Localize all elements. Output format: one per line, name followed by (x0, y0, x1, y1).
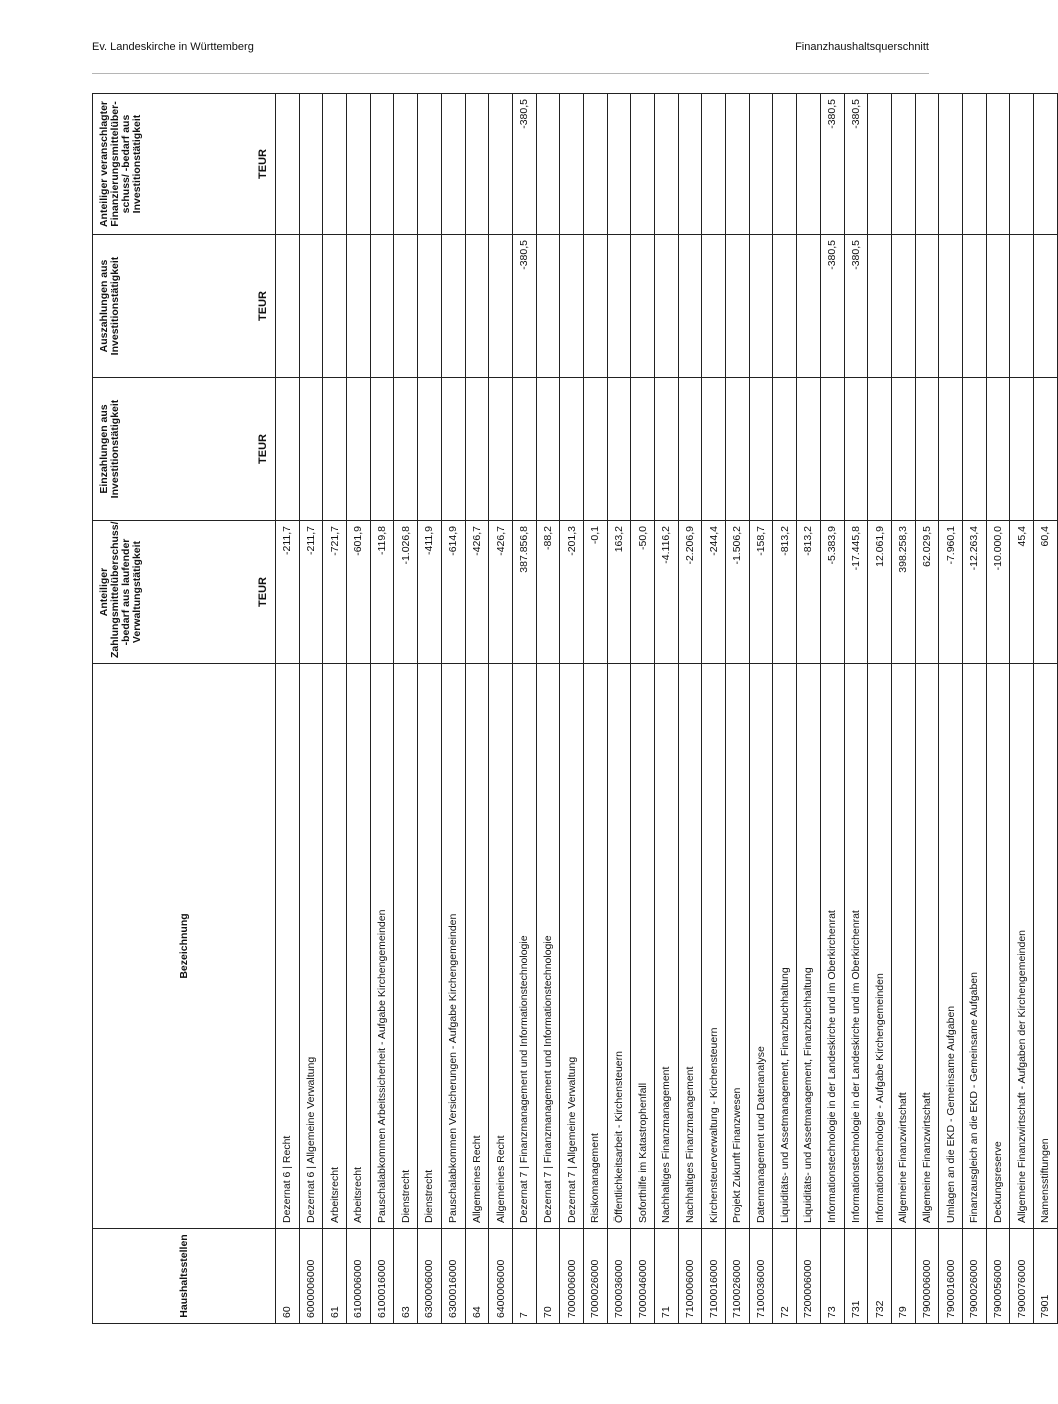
cell-haushaltsstelle: 6400006000 (489, 1229, 513, 1324)
cell-verwaltungstaetigkeit: -50,0 (631, 521, 655, 664)
cell-haushaltsstelle: 61 (323, 1229, 347, 1324)
finance-table (92, 93, 1058, 1324)
cell-investitionstaetigkeit (560, 94, 584, 235)
cell-auszahlungen (583, 235, 607, 378)
cell-haushaltsstelle: 732 (868, 1229, 892, 1324)
cell-einzahlungen (347, 378, 371, 521)
cell-haushaltsstelle: 7900056000 (986, 1229, 1010, 1324)
cell-investitionstaetigkeit (749, 94, 773, 235)
cell-investitionstaetigkeit (394, 94, 418, 235)
table-row (773, 94, 797, 1324)
cell-haushaltsstelle: 6100016000 (370, 1229, 394, 1324)
cell-bezeichnung: Informationstechnologie in der Landeskirche und im Oberkirchenrat (844, 664, 868, 1229)
cell-einzahlungen (465, 378, 489, 521)
column-header-label: Auszahlungen aus Investitionstätigkeit (98, 256, 121, 356)
cell-einzahlungen (583, 378, 607, 521)
cell-investitionstaetigkeit (465, 94, 489, 235)
table-row (986, 94, 1010, 1324)
cell-bezeichnung: Arbeitsrecht (323, 664, 347, 1229)
column-header-einzahlungen (93, 378, 276, 521)
cell-einzahlungen (560, 378, 584, 521)
column-header-unit: TEUR (257, 577, 269, 607)
cell-einzahlungen (891, 378, 915, 521)
cell-investitionstaetigkeit (583, 94, 607, 235)
table-row (1034, 94, 1058, 1324)
cell-einzahlungen (512, 378, 536, 521)
cell-auszahlungen (323, 235, 347, 378)
cell-einzahlungen (702, 378, 726, 521)
cell-haushaltsstelle: 7000036000 (607, 1229, 631, 1324)
cell-einzahlungen (299, 378, 323, 521)
cell-haushaltsstelle: 60 (276, 1229, 300, 1324)
cell-haushaltsstelle: 7900016000 (939, 1229, 963, 1324)
cell-investitionstaetigkeit (441, 94, 465, 235)
cell-verwaltungstaetigkeit: -0,1 (583, 521, 607, 664)
cell-verwaltungstaetigkeit: -411,9 (418, 521, 442, 664)
table-row (323, 94, 347, 1324)
cell-haushaltsstelle: 6000006000 (299, 1229, 323, 1324)
cell-haushaltsstelle: 72 (773, 1229, 797, 1324)
cell-verwaltungstaetigkeit: 387.856,8 (512, 521, 536, 664)
cell-haushaltsstelle: 7100006000 (678, 1229, 702, 1324)
cell-auszahlungen (536, 235, 560, 378)
cell-verwaltungstaetigkeit: -426,7 (489, 521, 513, 664)
column-header-unit: TEUR (257, 434, 269, 464)
column-header-bezeichnung (93, 664, 276, 1229)
table-row (370, 94, 394, 1324)
table-row (678, 94, 702, 1324)
cell-einzahlungen (915, 378, 939, 521)
cell-einzahlungen (1034, 378, 1058, 521)
cell-bezeichnung: Allgemeine Finanzwirtschaft (891, 664, 915, 1229)
cell-auszahlungen (749, 235, 773, 378)
cell-investitionstaetigkeit (489, 94, 513, 235)
cell-bezeichnung: Liquiditäts- und Assetmanagement, Finanzbuchhaltung (797, 664, 821, 1229)
cell-verwaltungstaetigkeit: -211,7 (276, 521, 300, 664)
cell-bezeichnung: Risikomanagement (583, 664, 607, 1229)
cell-bezeichnung: Dezernat 7 | Allgemeine Verwaltung (560, 664, 584, 1229)
cell-verwaltungstaetigkeit: -426,7 (465, 521, 489, 664)
cell-bezeichnung: Nachhaltiges Finanzmanagement (655, 664, 679, 1229)
table-row (489, 94, 513, 1324)
cell-bezeichnung: Nachhaltiges Finanzmanagement (678, 664, 702, 1229)
cell-haushaltsstelle: 7900026000 (962, 1229, 986, 1324)
cell-auszahlungen: -380,5 (820, 235, 844, 378)
cell-verwaltungstaetigkeit: -10.000,0 (986, 521, 1010, 664)
cell-investitionstaetigkeit (276, 94, 300, 235)
cell-investitionstaetigkeit (939, 94, 963, 235)
cell-auszahlungen (962, 235, 986, 378)
cell-auszahlungen: -380,5 (512, 235, 536, 378)
cell-investitionstaetigkeit (962, 94, 986, 235)
cell-bezeichnung: Dezernat 6 | Allgemeine Verwaltung (299, 664, 323, 1229)
cell-einzahlungen (773, 378, 797, 521)
table-row (1010, 94, 1034, 1324)
cell-bezeichnung: Dienstrecht (418, 664, 442, 1229)
table-row (347, 94, 371, 1324)
cell-bezeichnung: Allgemeines Recht (465, 664, 489, 1229)
table-row (299, 94, 323, 1324)
cell-investitionstaetigkeit (347, 94, 371, 235)
cell-bezeichnung: Soforthilfe im Katastrophenfall (631, 664, 655, 1229)
cell-einzahlungen (939, 378, 963, 521)
cell-einzahlungen (820, 378, 844, 521)
cell-einzahlungen (749, 378, 773, 521)
cell-auszahlungen (394, 235, 418, 378)
column-header-label: Bezeichnung (177, 913, 190, 979)
cell-haushaltsstelle: 6100006000 (347, 1229, 371, 1324)
cell-verwaltungstaetigkeit: -17.445,8 (844, 521, 868, 664)
cell-einzahlungen (441, 378, 465, 521)
table-row (702, 94, 726, 1324)
cell-bezeichnung: Allgemeine Finanzwirtschaft (915, 664, 939, 1229)
table-header-row (93, 94, 276, 1324)
cell-haushaltsstelle: 79 (891, 1229, 915, 1324)
cell-auszahlungen (797, 235, 821, 378)
cell-verwaltungstaetigkeit: -2.206,9 (678, 521, 702, 664)
cell-investitionstaetigkeit (868, 94, 892, 235)
cell-einzahlungen (655, 378, 679, 521)
cell-einzahlungen (1010, 378, 1034, 521)
cell-investitionstaetigkeit (891, 94, 915, 235)
cell-bezeichnung: Projekt Zukunft Finanzwesen (726, 664, 750, 1229)
cell-bezeichnung: Allgemeine Finanzwirtschaft - Aufgaben der Kirchengemeinden (1010, 664, 1034, 1229)
cell-bezeichnung: Finanzausgleich an die EKD - Gemeinsame Aufgaben (962, 664, 986, 1229)
cell-haushaltsstelle: 731 (844, 1229, 868, 1324)
cell-auszahlungen (678, 235, 702, 378)
table-row (820, 94, 844, 1324)
table-row (726, 94, 750, 1324)
column-header-verwaltungstaetigkeit (93, 521, 276, 664)
cell-investitionstaetigkeit (418, 94, 442, 235)
cell-investitionstaetigkeit (607, 94, 631, 235)
cell-bezeichnung: Namensstiftungen (1034, 664, 1058, 1229)
cell-einzahlungen (607, 378, 631, 521)
table-row (844, 94, 868, 1324)
cell-einzahlungen (370, 378, 394, 521)
cell-investitionstaetigkeit (323, 94, 347, 235)
cell-verwaltungstaetigkeit: -601,9 (347, 521, 371, 664)
cell-bezeichnung: Pauschalabkommen Versicherungen - Aufgabe Kirchengemeinden (441, 664, 465, 1229)
cell-auszahlungen (299, 235, 323, 378)
cell-auszahlungen (702, 235, 726, 378)
cell-investitionstaetigkeit (1034, 94, 1058, 235)
cell-haushaltsstelle: 7200006000 (797, 1229, 821, 1324)
cell-bezeichnung: Pauschalabkommen Arbeitssicherheit - Aufgabe Kirchengemeinden (370, 664, 394, 1229)
cell-haushaltsstelle: 71 (655, 1229, 679, 1324)
cell-verwaltungstaetigkeit: -813,2 (797, 521, 821, 664)
cell-einzahlungen (962, 378, 986, 521)
cell-einzahlungen (678, 378, 702, 521)
cell-verwaltungstaetigkeit: -4.116,2 (655, 521, 679, 664)
table-row (536, 94, 560, 1324)
cell-bezeichnung: Arbeitsrecht (347, 664, 371, 1229)
cell-auszahlungen (773, 235, 797, 378)
table-body (276, 94, 1058, 1324)
cell-haushaltsstelle: 6300016000 (441, 1229, 465, 1324)
cell-bezeichnung: Informationstechnologie in der Landeskirche und im Oberkirchenrat (820, 664, 844, 1229)
cell-haushaltsstelle: 7000006000 (560, 1229, 584, 1324)
cell-bezeichnung: Dezernat 7 | Finanzmanagement und Informationstechnologie (536, 664, 560, 1229)
cell-einzahlungen (797, 378, 821, 521)
cell-verwaltungstaetigkeit: -1.506,2 (726, 521, 750, 664)
cell-bezeichnung: Datenmanagement und Datenanalyse (749, 664, 773, 1229)
column-header-auszahlungen (93, 235, 276, 378)
cell-investitionstaetigkeit: -380,5 (844, 94, 868, 235)
table-row (441, 94, 465, 1324)
cell-verwaltungstaetigkeit: -88,2 (536, 521, 560, 664)
cell-haushaltsstelle: 7 (512, 1229, 536, 1324)
cell-auszahlungen (868, 235, 892, 378)
cell-verwaltungstaetigkeit: -12.263,4 (962, 521, 986, 664)
cell-investitionstaetigkeit (986, 94, 1010, 235)
cell-haushaltsstelle: 63 (394, 1229, 418, 1324)
cell-verwaltungstaetigkeit: -211,7 (299, 521, 323, 664)
cell-auszahlungen (489, 235, 513, 378)
table-row (891, 94, 915, 1324)
cell-investitionstaetigkeit (915, 94, 939, 235)
cell-auszahlungen (939, 235, 963, 378)
cell-auszahlungen (655, 235, 679, 378)
cell-verwaltungstaetigkeit: -721,7 (323, 521, 347, 664)
cell-verwaltungstaetigkeit: 12.061,9 (868, 521, 892, 664)
table-row (583, 94, 607, 1324)
cell-auszahlungen (726, 235, 750, 378)
cell-einzahlungen (323, 378, 347, 521)
cell-einzahlungen (868, 378, 892, 521)
cell-haushaltsstelle: 7000046000 (631, 1229, 655, 1324)
table-row (915, 94, 939, 1324)
cell-auszahlungen (1010, 235, 1034, 378)
cell-verwaltungstaetigkeit: -614,9 (441, 521, 465, 664)
cell-investitionstaetigkeit (631, 94, 655, 235)
cell-investitionstaetigkeit (655, 94, 679, 235)
cell-investitionstaetigkeit (1010, 94, 1034, 235)
cell-bezeichnung: Liquiditäts- und Assetmanagement, Finanzbuchhaltung (773, 664, 797, 1229)
cell-einzahlungen (489, 378, 513, 521)
cell-bezeichnung: Deckungsreserve (986, 664, 1010, 1229)
table-row (962, 94, 986, 1324)
cell-haushaltsstelle: 70 (536, 1229, 560, 1324)
document-section-title: Finanzhaushaltsquerschnitt (795, 41, 929, 53)
cell-bezeichnung: Dezernat 6 | Recht (276, 664, 300, 1229)
cell-verwaltungstaetigkeit: 45,4 (1010, 521, 1034, 664)
cell-investitionstaetigkeit (702, 94, 726, 235)
cell-haushaltsstelle: 73 (820, 1229, 844, 1324)
cell-auszahlungen (986, 235, 1010, 378)
cell-verwaltungstaetigkeit: -5.383,9 (820, 521, 844, 664)
cell-auszahlungen: -380,5 (844, 235, 868, 378)
cell-bezeichnung: Umlagen an die EKD - Gemeinsame Aufgaben (939, 664, 963, 1229)
cell-auszahlungen (347, 235, 371, 378)
cell-einzahlungen (276, 378, 300, 521)
cell-verwaltungstaetigkeit: -244,4 (702, 521, 726, 664)
cell-haushaltsstelle: 7900006000 (915, 1229, 939, 1324)
cell-auszahlungen (370, 235, 394, 378)
cell-verwaltungstaetigkeit: -1.026,8 (394, 521, 418, 664)
cell-auszahlungen (560, 235, 584, 378)
cell-bezeichnung: Informationstechnologie - Aufgabe Kirchengemeinden (868, 664, 892, 1229)
cell-haushaltsstelle: 7100036000 (749, 1229, 773, 1324)
cell-einzahlungen (394, 378, 418, 521)
table-row (394, 94, 418, 1324)
cell-haushaltsstelle: 7100026000 (726, 1229, 750, 1324)
table-row (607, 94, 631, 1324)
cell-bezeichnung: Kirchensteuerverwaltung - Kirchensteuern (702, 664, 726, 1229)
cell-haushaltsstelle: 7900076000 (1010, 1229, 1034, 1324)
column-header-label: Haushaltsstellen (177, 1234, 190, 1318)
cell-verwaltungstaetigkeit: -158,7 (749, 521, 773, 664)
cell-investitionstaetigkeit (678, 94, 702, 235)
table-row (868, 94, 892, 1324)
table-row (939, 94, 963, 1324)
cell-verwaltungstaetigkeit: 62.029,5 (915, 521, 939, 664)
cell-verwaltungstaetigkeit: 398.258,3 (891, 521, 915, 664)
cell-investitionstaetigkeit (773, 94, 797, 235)
column-header-haushaltsstellen (93, 1229, 276, 1324)
cell-auszahlungen (276, 235, 300, 378)
column-header-investitionstaetigkeit (93, 94, 276, 235)
table-row (655, 94, 679, 1324)
rotated-table-container (92, 94, 1052, 1324)
column-header-label: Einzahlungen aus Investitionstätigkeit (98, 399, 121, 499)
column-header-label: Anteiliger Zahlungsmittelüberschuss/ -bedarf aus laufender Verwaltungstätigkeit (98, 521, 143, 658)
cell-einzahlungen (631, 378, 655, 521)
table-row (631, 94, 655, 1324)
column-header-unit: TEUR (257, 149, 269, 179)
cell-verwaltungstaetigkeit: -201,3 (560, 521, 584, 664)
cell-verwaltungstaetigkeit: 60,4 (1034, 521, 1058, 664)
column-header-unit: TEUR (257, 291, 269, 321)
cell-investitionstaetigkeit (299, 94, 323, 235)
cell-auszahlungen (631, 235, 655, 378)
header-rule (92, 73, 929, 74)
cell-verwaltungstaetigkeit: 163,2 (607, 521, 631, 664)
table-row (418, 94, 442, 1324)
cell-bezeichnung: Dezernat 7 | Finanzmanagement und Informationstechnologie (512, 664, 536, 1229)
cell-verwaltungstaetigkeit: -7.960,1 (939, 521, 963, 664)
cell-auszahlungen (891, 235, 915, 378)
table-row (797, 94, 821, 1324)
cell-einzahlungen (726, 378, 750, 521)
cell-haushaltsstelle: 6300006000 (418, 1229, 442, 1324)
cell-auszahlungen (1034, 235, 1058, 378)
cell-bezeichnung: Allgemeines Recht (489, 664, 513, 1229)
table-row (560, 94, 584, 1324)
cell-haushaltsstelle: 7901 (1034, 1229, 1058, 1324)
cell-haushaltsstelle: 7100016000 (702, 1229, 726, 1324)
cell-auszahlungen (441, 235, 465, 378)
cell-einzahlungen (536, 378, 560, 521)
cell-investitionstaetigkeit: -380,5 (820, 94, 844, 235)
cell-haushaltsstelle: 7000026000 (583, 1229, 607, 1324)
cell-investitionstaetigkeit: -380,5 (512, 94, 536, 235)
column-header-label: Anteiliger veranschlagter Finanzierungsmittelüber-schuss/ -bedarf aus Investitionstätigkeit (98, 100, 143, 228)
cell-auszahlungen (418, 235, 442, 378)
cell-einzahlungen (844, 378, 868, 521)
cell-einzahlungen (418, 378, 442, 521)
cell-investitionstaetigkeit (726, 94, 750, 235)
table-row (512, 94, 536, 1324)
cell-einzahlungen (986, 378, 1010, 521)
cell-haushaltsstelle: 64 (465, 1229, 489, 1324)
cell-verwaltungstaetigkeit: -813,2 (773, 521, 797, 664)
cell-investitionstaetigkeit (797, 94, 821, 235)
cell-bezeichnung: Öffentlichkeitsarbeit - Kirchensteuern (607, 664, 631, 1229)
table-row (465, 94, 489, 1324)
cell-auszahlungen (915, 235, 939, 378)
table-row (276, 94, 300, 1324)
cell-bezeichnung: Dienstrecht (394, 664, 418, 1229)
cell-investitionstaetigkeit (536, 94, 560, 235)
cell-auszahlungen (607, 235, 631, 378)
document-org-name: Ev. Landeskirche in Württemberg (92, 41, 254, 53)
cell-verwaltungstaetigkeit: -119,8 (370, 521, 394, 664)
cell-auszahlungen (465, 235, 489, 378)
table-row (749, 94, 773, 1324)
cell-investitionstaetigkeit (370, 94, 394, 235)
